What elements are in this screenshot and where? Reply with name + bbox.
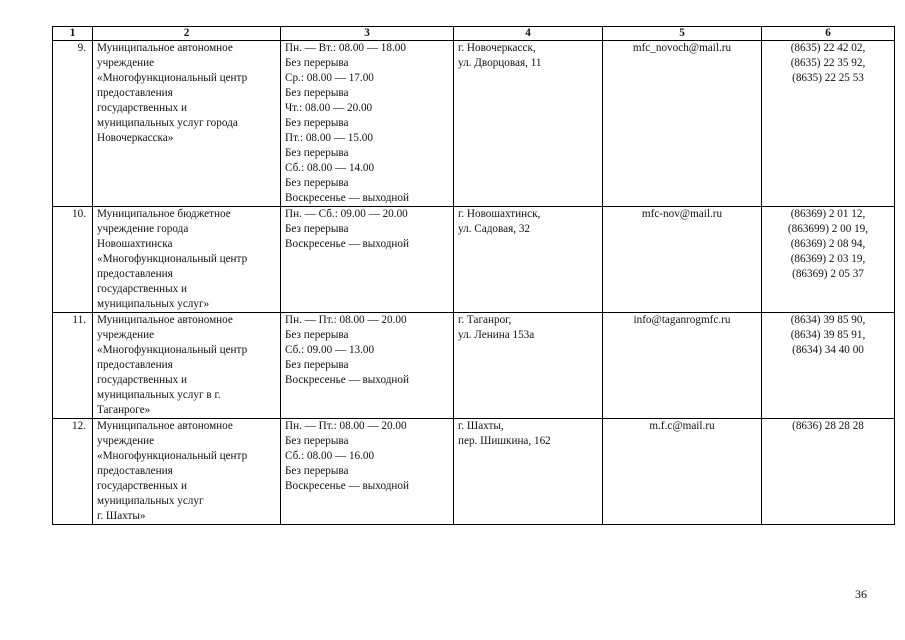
address-line: г. Шахты,: [458, 420, 504, 432]
organization-name-line: предоставления: [97, 268, 173, 280]
phone-line: (8636) 28 28 28: [792, 420, 864, 432]
organization-name-line: г. Шахты»: [97, 510, 146, 522]
address-cell: [454, 313, 603, 419]
organization-name-line: муниципальных услуг: [97, 495, 204, 507]
organization-name-line: предоставления: [97, 359, 173, 371]
organization-name-line: Муниципальное автономное: [97, 314, 233, 326]
phone-cell: [762, 313, 895, 419]
column-header-2: 2: [93, 27, 281, 41]
schedule-line: Без перерыва: [285, 465, 349, 477]
email-cell: m.f.c@mail.ru: [603, 419, 762, 525]
address-line: г. Таганрог,: [458, 314, 512, 326]
organization-name-line: государственных и: [97, 102, 188, 114]
address-cell: [454, 207, 603, 313]
organization-name-line: муниципальных услуг города: [97, 117, 238, 129]
schedule-line: Воскресенье — выходной: [285, 374, 409, 386]
phone-line: (86369) 2 03 19,: [790, 253, 866, 265]
phone-line: (8634) 39 85 91,: [790, 329, 866, 341]
schedule-cell: [281, 41, 454, 207]
organization-name-line: Муниципальное бюджетное: [97, 208, 231, 220]
address-cell: [454, 41, 603, 207]
organization-name-line: «Многофункциональный центр: [97, 253, 248, 265]
organization-name-line: Таганроге»: [97, 404, 151, 416]
schedule-line: Сб.: 08.00 — 14.00: [285, 162, 375, 174]
row-number-cell: 10.: [53, 207, 93, 313]
address-line: ул. Дворцовая, 11: [458, 57, 542, 69]
address-cell: [454, 419, 603, 525]
schedule-line: Без перерыва: [285, 147, 349, 159]
column-header-5: 5: [603, 27, 762, 41]
organization-name-line: Муниципальное автономное: [97, 42, 233, 54]
schedule-line: Сб.: 09.00 — 13.00: [285, 344, 375, 356]
organization-name-line: «Многофункциональный центр: [97, 450, 248, 462]
table-row: [53, 41, 895, 207]
schedule-line: Пн. — Сб.: 09.00 — 20.00: [285, 208, 408, 220]
organization-name-cell: [93, 419, 281, 525]
mfc-table: [52, 26, 895, 525]
phone-line: (8635) 22 25 53: [792, 72, 864, 84]
organization-name-line: учреждение города: [97, 223, 189, 235]
organization-name-line: государственных и: [97, 480, 188, 492]
schedule-line: Без перерыва: [285, 57, 349, 69]
address-line: г. Новошахтинск,: [458, 208, 541, 220]
row-number-cell: 11.: [53, 313, 93, 419]
phone-line: (86369) 2 05 37: [792, 268, 864, 280]
table-row: [53, 419, 895, 525]
schedule-line: Без перерыва: [285, 117, 349, 129]
organization-name-line: предоставления: [97, 87, 173, 99]
organization-name-cell: [93, 41, 281, 207]
column-header-1: 1: [53, 27, 93, 41]
schedule-line: Пн. — Пт.: 08.00 — 20.00: [285, 314, 407, 326]
organization-name-cell: [93, 313, 281, 419]
organization-name-line: государственных и: [97, 374, 188, 386]
schedule-line: Без перерыва: [285, 87, 349, 99]
schedule-line: Пт.: 08.00 — 15.00: [285, 132, 373, 144]
column-header-3: 3: [281, 27, 454, 41]
organization-name-line: муниципальных услуг»: [97, 298, 210, 310]
email-cell: mfc_novoch@mail.ru: [603, 41, 762, 207]
table-body: [53, 41, 895, 525]
address-line: ул. Садовая, 32: [458, 223, 531, 235]
email-cell: mfc-nov@mail.ru: [603, 207, 762, 313]
phone-line: (86369) 2 08 94,: [790, 238, 866, 250]
phone-cell: [762, 41, 895, 207]
phone-line: (863699) 2 00 19,: [787, 223, 869, 235]
organization-name-line: Новочеркасска»: [97, 132, 174, 144]
phone-cell: [762, 207, 895, 313]
organization-name-line: Муниципальное автономное: [97, 420, 233, 432]
schedule-line: Ср.: 08.00 — 17.00: [285, 72, 374, 84]
address-line: г. Новочеркасск,: [458, 42, 536, 54]
schedule-line: Воскресенье — выходной: [285, 192, 409, 204]
phone-line: (8634) 34 40 00: [792, 344, 864, 356]
schedule-line: Без перерыва: [285, 223, 349, 235]
schedule-line: Без перерыва: [285, 359, 349, 371]
organization-name-line: учреждение: [97, 329, 155, 341]
organization-name-line: «Многофункциональный центр: [97, 344, 248, 356]
schedule-line: Воскресенье — выходной: [285, 238, 409, 250]
schedule-line: Без перерыва: [285, 435, 349, 447]
table-row: [53, 207, 895, 313]
table-row: [53, 313, 895, 419]
row-number-cell: 12.: [53, 419, 93, 525]
phone-line: (8635) 22 42 02,: [790, 42, 866, 54]
schedule-line: Пн. — Вт.: 08.00 — 18.00: [285, 42, 406, 54]
address-line: пер. Шишкина, 162: [458, 435, 551, 447]
page-number: 36: [855, 587, 867, 601]
schedule-cell: [281, 313, 454, 419]
organization-name-line: «Многофункциональный центр: [97, 72, 248, 84]
phone-line: (8634) 39 85 90,: [790, 314, 866, 326]
phone-cell: [762, 419, 895, 525]
schedule-cell: [281, 419, 454, 525]
schedule-line: Воскресенье — выходной: [285, 480, 409, 492]
schedule-line: Без перерыва: [285, 177, 349, 189]
organization-name-line: государственных и: [97, 283, 188, 295]
schedule-line: Сб.: 08.00 — 16.00: [285, 450, 375, 462]
address-line: ул. Ленина 153а: [458, 329, 535, 341]
email-cell: info@taganrogmfc.ru: [603, 313, 762, 419]
phone-line: (86369) 2 01 12,: [790, 208, 866, 220]
organization-name-line: предоставления: [97, 465, 173, 477]
row-number-cell: 9.: [53, 41, 93, 207]
schedule-cell: [281, 207, 454, 313]
column-header-4: 4: [454, 27, 603, 41]
table-header-row: [53, 27, 895, 41]
column-header-6: 6: [762, 27, 895, 41]
schedule-line: Без перерыва: [285, 329, 349, 341]
schedule-line: Пн. — Пт.: 08.00 — 20.00: [285, 420, 407, 432]
phone-line: (8635) 22 35 92,: [790, 57, 866, 69]
organization-name-cell: [93, 207, 281, 313]
schedule-line: Чт.: 08.00 — 20.00: [285, 102, 373, 114]
organization-name-line: муниципальных услуг в г.: [97, 389, 221, 401]
organization-name-line: учреждение: [97, 435, 155, 447]
organization-name-line: Новошахтинска: [97, 238, 173, 250]
organization-name-line: учреждение: [97, 57, 155, 69]
